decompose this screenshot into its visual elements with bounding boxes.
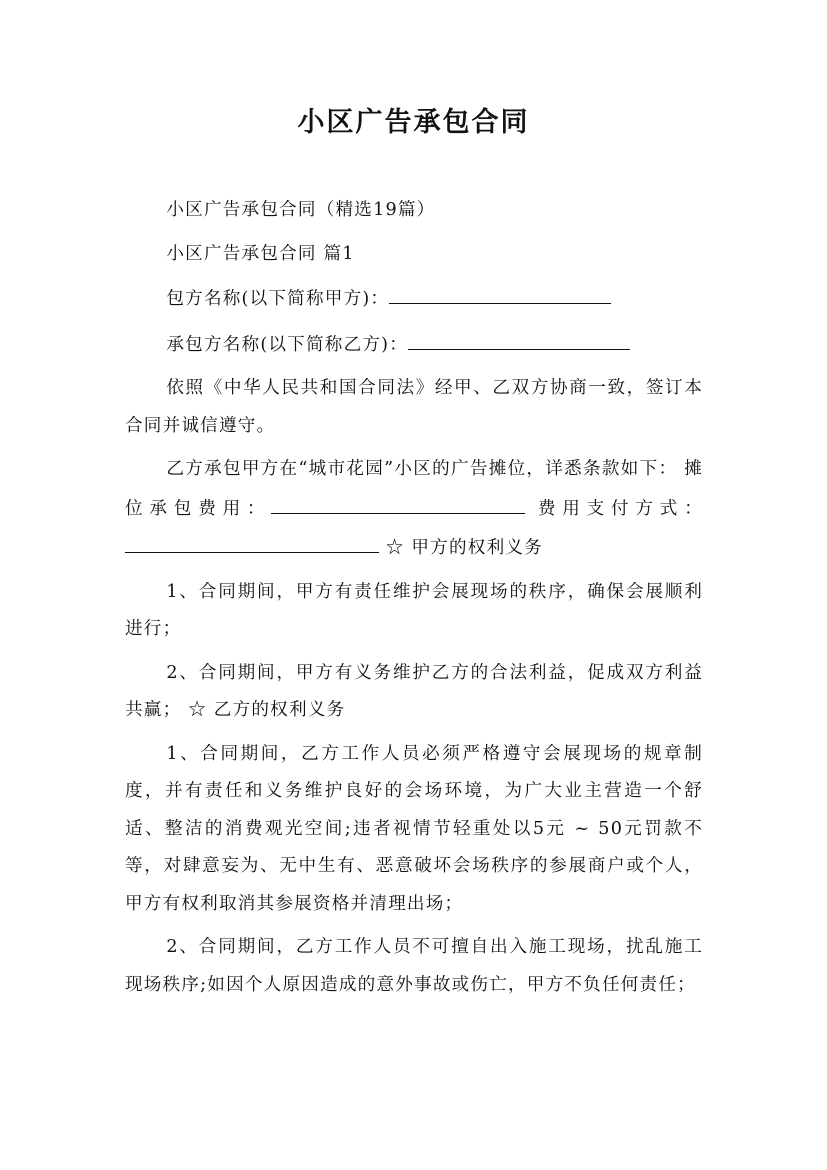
booth-paragraph [125, 451, 703, 568]
star-icon: ☆ [188, 700, 207, 720]
party-a-line [125, 279, 703, 319]
party-a-item-2-text: 2、合同期间，甲方有义务维护乙方的合法利益，促成双方利益共赢； [125, 662, 703, 720]
party-b-item-2: 2、合同期间，乙方工作人员不可擅自出入施工现场，扰乱施工现场秩序;如因个人原因造成的意外事故或伤亡，甲方不负任何责任； [125, 937, 703, 995]
party-b-rights-heading: 乙方的权利义务 [213, 700, 346, 720]
document-body [125, 192, 703, 1010]
party-b-line [125, 325, 703, 365]
party-a-blank [389, 279, 611, 304]
chapter-heading: 小区广告承包合同 篇1 [166, 243, 355, 264]
party-a-item-1: 1、合同期间，甲方有责任维护会展现场的秩序，确保会展顺利进行； [125, 581, 703, 639]
party-a-item-2 [125, 655, 703, 730]
party-a-rights-heading: 甲方的权利义务 [411, 538, 543, 558]
party-b-blank [408, 325, 630, 350]
intro-paragraph: 依照《中华人民共和国合同法》经甲、乙双方协商一致，签订本合同并诚信遵守。 [125, 378, 703, 436]
subtitle-paragraph: 小区广告承包合同（精选19篇） [166, 200, 436, 220]
party-a-label: 包方名称(以下简称甲方)： [166, 289, 390, 309]
party-b-item-1: 1、合同期间，乙方工作人员必须严格遵守会展现场的规章制度，并有责任和义务维护良好的会场环境，为广大业主营造一个舒适、整洁的消费观光空间;违者视情节轻重处以5元 ~ 50元罚款不等，对肆意妄为、无中生有、恶意破坏会场秩序的参展商户或个人，甲方有权利取消其参展资格并清理出场； [125, 743, 703, 914]
document-title: 小区广告承包合同 [297, 107, 530, 138]
booth-text: 乙方承包甲方在“城市花园”小区的广告摊位，详悉条款如下： 摊位承包费用： [125, 459, 703, 519]
star-icon: ☆ [385, 538, 405, 558]
party-b-label: 承包方名称(以下简称乙方)： [166, 334, 409, 355]
booth-fee-blank [271, 489, 525, 514]
payment-label: 费用支付方式： [537, 498, 704, 519]
payment-blank [125, 528, 379, 553]
